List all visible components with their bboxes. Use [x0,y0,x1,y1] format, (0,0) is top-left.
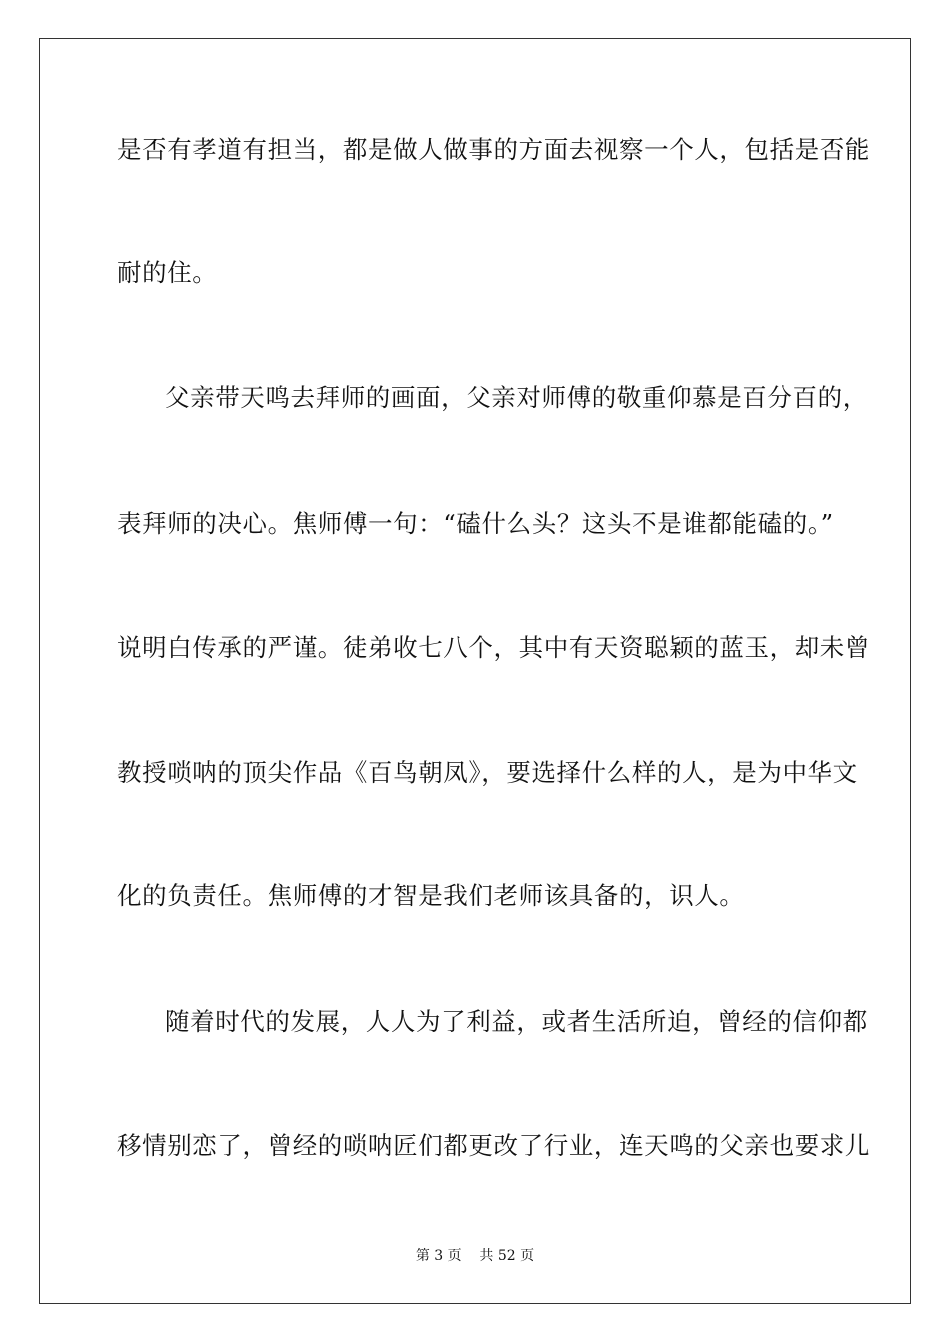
page-frame [39,38,911,1304]
text-line-7: 化的负责任。焦师傅的才智是我们老师该具备的，识人。 [117,881,745,910]
text-line-5: 说明白传承的严谨。徒弟收七八个，其中有天资聪颖的蓝玉，却未曾 [117,633,870,662]
text-line-2: 耐的住。 [117,258,218,287]
text-line-3: 父亲带天鸣去拜师的画面，父亲对师傅的敬重仰慕是百分百的， [165,383,868,412]
text-line-4: 表拜师的决心。焦师傅一句：“磕什么头？这头不是谁都能磕的。” [117,509,834,538]
text-line-9: 移情别恋了，曾经的唢呐匠们都更改了行业，连天鸣的父亲也要求儿 [117,1131,870,1160]
page-number: 第 3 页 共 52 页 [415,1248,535,1264]
text-line-8: 随着时代的发展，人人为了利益，或者生活所迫，曾经的信仰都 [165,1007,868,1036]
text-line-1: 是否有孝道有担当，都是做人做事的方面去视察一个人，包括是否能 [117,135,870,164]
text-line-6: 教授唢呐的顶尖作品《百鸟朝凤》，要选择什么样的人，是为中华文 [117,758,858,787]
